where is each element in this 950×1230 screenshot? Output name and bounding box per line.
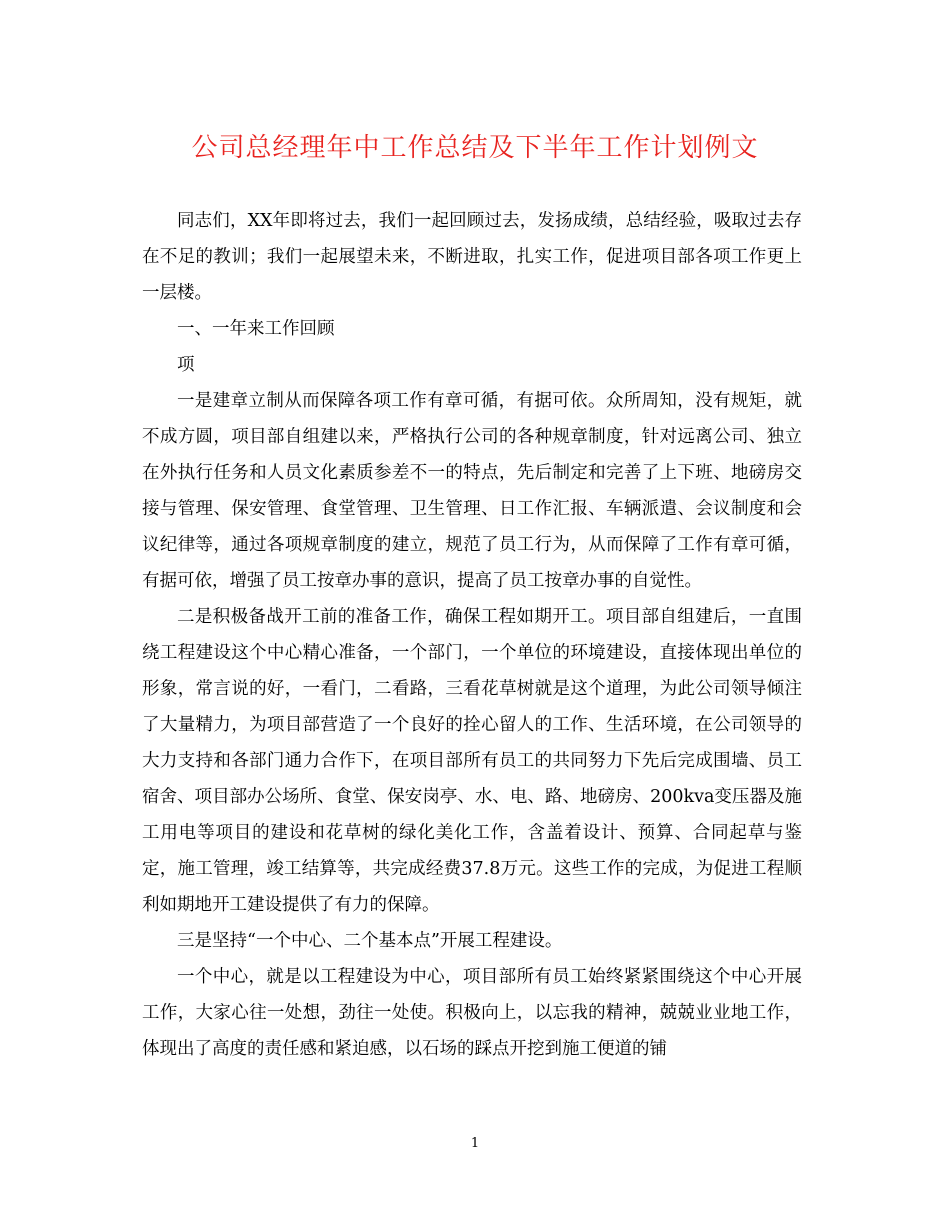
paragraph-point-one: 一是建章立制从而保障各项工作有章可循，有据可依。众所周知，没有规矩，就不成方圆，项目部自组建以来，严格执行公司的各种规章制度，针对远离公司、独立在外执行任务和人员文化素质参差不一的特点，先后制定和完善了上下班、地磅房交接与管理、保安管理、食堂管理、卫生管理、日工作汇报、车辆派遣、会议制度和会议纪律等，通过各项规章制度的建立，规范了员工行为，从而保障了工作有章可循，有据可依，增强了员工按章办事的意识，提高了员工按章办事的自觉性。 [142, 391, 802, 591]
paragraph-point-three: 三是坚持“一个中心、二个基本点”开展工程建设。 [177, 931, 563, 951]
document-body [142, 203, 802, 1067]
document-title: 公司总经理年中工作总结及下半年工作计划例文 [191, 133, 759, 163]
paragraph-intro: 同志们，XX年即将过去，我们一起回顾过去，发扬成绩，总结经验，吸取过去存在不足的教训；我们一起展望未来，不断进取，扎实工作，促进项目部各项工作更上一层楼。 [142, 211, 802, 303]
paragraph-point-two: 二是积极备战开工前的准备工作，确保工程如期开工。项目部自组建后，一直围绕工程建设这个中心精心准备，一个部门，一个单位的环境建设，直接体现出单位的形象，常言说的好，一看门，二看路，三看花草树就是这个道理，为此公司领导倾注了大量精力，为项目部营造了一个良好的拴心留人的工作、生活环境，在公司领导的大力支持和各部门通力合作下，在项目部所有员工的共同努力下先后完成围墙、员工宿舍、项目部办公场所、食堂、保安岗亭、水、电、路、地磅房、200kva变压器及施工用电等项目的建设和花草树的绿化美化工作，含盖着设计、预算、合同起草与鉴定，施工管理，竣工结算等，共完成经费37.8万元。这些工作的完成，为促进工程顺利如期地开工建设提供了有力的保障。 [142, 607, 802, 915]
paragraph-fragment: 项 [177, 355, 195, 375]
section-heading: 一、一年来工作回顾 [177, 319, 335, 339]
page-number: 1 [470, 1136, 480, 1151]
paragraph-one-center: 一个中心，就是以工程建设为中心，项目部所有员工始终紧紧围绕这个中心开展工作，大家心往一处想，劲往一处使。积极向上，以忘我的精神，兢兢业业地工作，体现出了高度的责任感和紧迫感，以石场的踩点开挖到施工便道的铺 [142, 967, 802, 1059]
